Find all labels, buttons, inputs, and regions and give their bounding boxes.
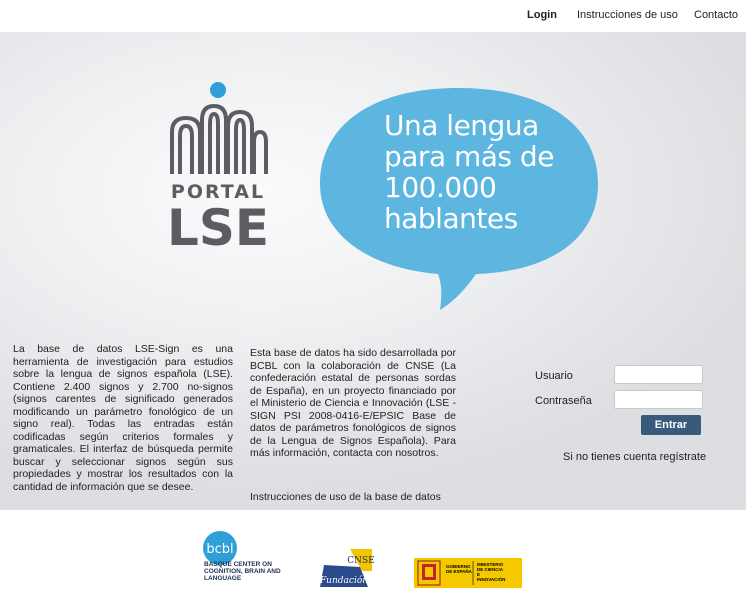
cnse-fundacion-text: Fundación xyxy=(319,576,369,586)
password-input[interactable] xyxy=(614,390,703,409)
logo-dot-icon xyxy=(210,82,226,98)
logo-lse-text: LSE xyxy=(166,199,270,248)
password-label: Contraseña xyxy=(535,395,592,407)
login-submit-button[interactable]: Entrar xyxy=(641,415,701,435)
logo-portal-text: PORTAL xyxy=(170,181,266,203)
portal-lse-logo xyxy=(166,80,270,248)
ministerio-text: MINISTERIO DE CIENCIA E INNOVACIÓN xyxy=(477,562,506,582)
username-label: Usuario xyxy=(535,370,573,382)
top-navigation xyxy=(0,0,746,32)
username-input[interactable] xyxy=(614,365,703,384)
database-description: La base de datos LSE-Sign es una herramienta de investigación para estudios sobre la lengua de signos española (LSE). Contiene 2.400 signos y 2.700 no-signos (signos carentes de significado generados modificando un parámetro fonológico de un signo real). Todas las entradas están codificadas según criterios formales y gramaticales. El interfaz de búsqueda permite buscar y seleccionar signos según sus propiedades y mostrar los resultados con la cantidad de información que se desee. xyxy=(13,343,233,493)
register-link[interactable]: Si no tienes cuenta regístrate xyxy=(563,451,707,463)
cnse-foundation-logo xyxy=(316,549,376,591)
bcbl-name: BASQUE CENTER ON COGNITION, BRAIN AND LANGUAGE xyxy=(204,561,281,582)
database-instructions-link[interactable]: Instrucciones de uso de la base de datos xyxy=(250,491,441,503)
slogan-line: Una lengua xyxy=(384,109,539,142)
gobierno-text: GOBIERNO DE ESPAÑA xyxy=(446,564,472,574)
nav-login-link[interactable]: Login xyxy=(527,9,557,21)
nav-instructions-link[interactable]: Instrucciones de uso xyxy=(577,9,678,21)
slogan xyxy=(384,110,594,234)
slogan-line: 100.000 xyxy=(384,171,497,204)
bcbl-logo-text: bcbl xyxy=(206,542,234,557)
nav-contact-link[interactable]: Contacto xyxy=(694,9,739,21)
database-credits: Esta base de datos ha sido desarrollada por BCBL con la colaboración de CNSE (La confederación estatal de personas sordas de España), en un proyecto financiado por el Ministerio de Ciencia e Innovación (LSE - SIGN PSI 2008-0416-E/EPSIC Base de datos de parámetros fonológicos de signos de la Lengua de Signos Española). Para más información, contacta con nosotros. xyxy=(250,347,456,459)
cnse-text: CNSE xyxy=(347,556,375,566)
slogan-line: para más de xyxy=(384,140,554,173)
slogan-line: hablantes xyxy=(384,202,518,235)
